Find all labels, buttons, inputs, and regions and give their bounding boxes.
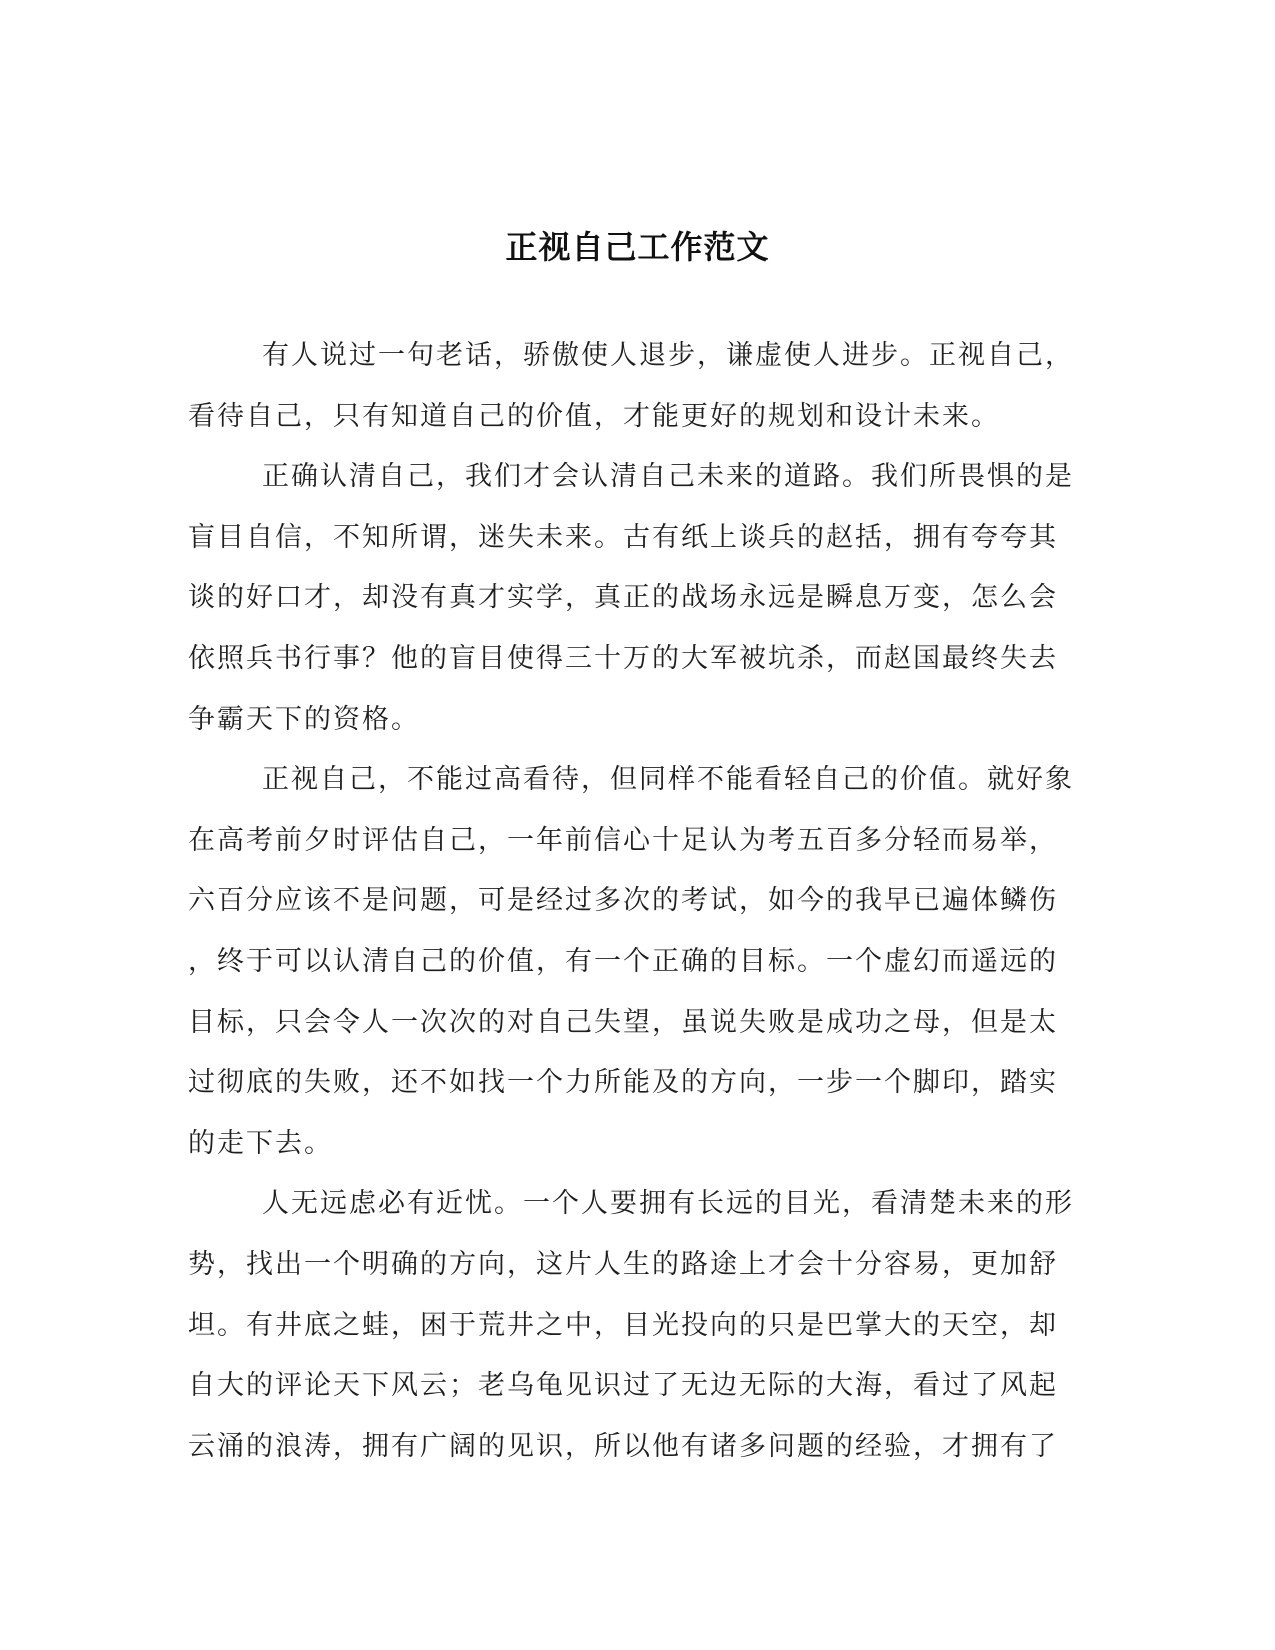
text-line: 云涌的浪涛，拥有广阔的见识，所以他有诸多问题的经验，才拥有了 — [188, 1430, 1058, 1462]
document-body — [188, 326, 1076, 1477]
paragraph-2 — [188, 447, 1076, 750]
document-title: 正视自己工作范文 — [505, 228, 770, 267]
text-line: 六百分应该不是问题，可是经过多次的考试，如今的我早已遍体鳞伤 — [188, 885, 1058, 917]
text-line: 正视自己，不能过高看待，但同样不能看轻自己的价值。就好象 — [262, 764, 1074, 796]
text-line: 争霸天下的资格。 — [188, 703, 420, 735]
text-line: 的走下去。 — [188, 1127, 333, 1159]
text-line: 正确认清自己，我们才会认清自己未来的道路。我们所畏惧的是 — [262, 461, 1074, 493]
text-line: 目标，只会令人一次次的对自己失望，虽说失败是成功之母，但是太 — [188, 1006, 1058, 1038]
text-line: 有人说过一句老话，骄傲使人退步，谦虚使人进步。正视自己， — [262, 340, 1074, 371]
paragraph-4 — [188, 1174, 1076, 1477]
text-line: 自大的评论天下风云；老乌龟见识过了无边无际的大海，看过了风起 — [188, 1370, 1058, 1402]
paragraph-3 — [188, 750, 1076, 1174]
text-line: 依照兵书行事？他的盲目使得三十万的大军被坑杀，而赵国最终失去 — [188, 642, 1058, 674]
text-line: 人无远虑必有近忧。一个人要拥有长远的目光，看清楚未来的形 — [262, 1188, 1074, 1220]
text-line: 势，找出一个明确的方向，这片人生的路途上才会十分容易，更加舒 — [188, 1248, 1058, 1280]
text-line: 过彻底的失败，还不如找一个力所能及的方向，一步一个脚印，踏实 — [188, 1067, 1058, 1099]
paragraph-1 — [188, 326, 1076, 447]
text-line: 谈的好口才，却没有真才实学，真正的战场永远是瞬息万变，怎么会 — [188, 582, 1058, 614]
text-line: 盲目自信，不知所谓，迷失未来。古有纸上谈兵的赵括，拥有夸夸其 — [188, 521, 1058, 553]
text-line: ，终于可以认清自己的价值，有一个正确的目标。一个虚幻而遥远的 — [188, 945, 1058, 977]
text-line: 坦。有井底之蛙，困于荒井之中，目光投向的只是巴掌大的天空，却 — [188, 1309, 1058, 1341]
text-line: 看待自己，只有知道自己的价值，才能更好的规划和设计未来。 — [188, 400, 1000, 432]
text-line: 在高考前夕时评估自己，一年前信心十足认为考五百多分轻而易举， — [188, 824, 1058, 856]
